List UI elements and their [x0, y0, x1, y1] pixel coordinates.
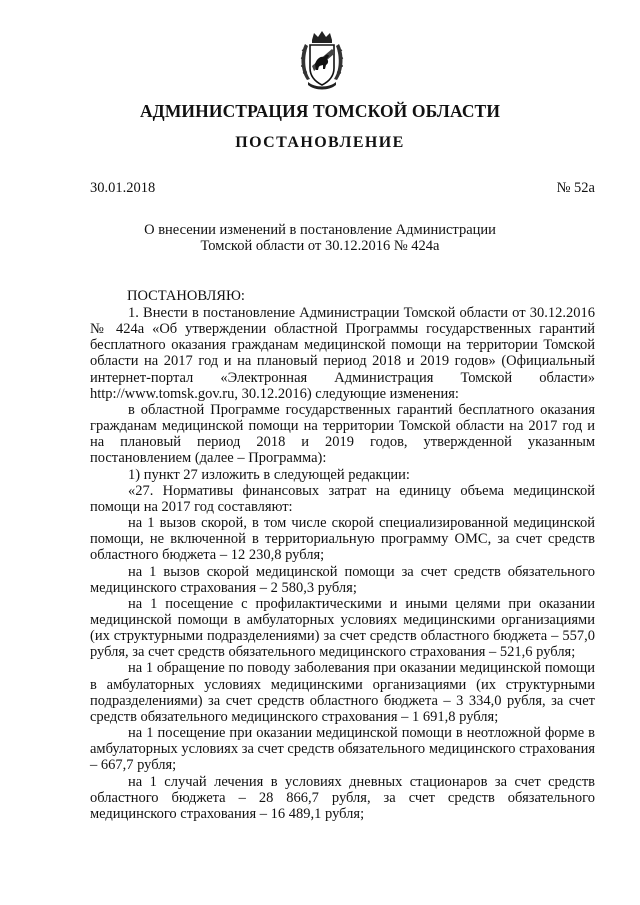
paragraph: «27. Нормативы финансовых затрат на единицу объема медицинской помощи на 2017 год составляют:: [90, 482, 595, 515]
paragraph: на 1 посещение с профилактическими и иными целями при оказании медицинской помощи в амбулаторных условиях медицинскими организациями (их структурными подразделениями) за счет средств областного бюджета – 557,0 рубля, за счет средств обязательного медицинского страхования – 521,6 рубля;: [90, 595, 595, 661]
tomsk-oblast-coat-of-arms-icon: [299, 30, 345, 92]
document-date: 30.01.2018: [90, 180, 156, 196]
paragraph: в областной Программе государственных гарантий бесплатного оказания гражданам медицинской помощи на территории Томской области на 2017 год и на плановый период 2018 и 2019 годов, утвержденной указанным постановлением (далее – Программа):: [90, 401, 595, 467]
resolve-heading: ПОСТАНОВЛЯЮ:: [127, 288, 245, 304]
organization-title: АДМИНИСТРАЦИЯ ТОМСКОЙ ОБЛАСТИ: [139, 101, 501, 121]
subject-line: Томской области от 30.12.2016 № 424а: [200, 238, 440, 254]
paragraph: 1) пункт 27 изложить в следующей редакции:: [128, 466, 410, 483]
document-number: № 52а: [556, 180, 595, 196]
paragraph: на 1 случай лечения в условиях дневных стационаров за счет средств областного бюджета – 28 866,7 рубля, за счет средств обязательного медицинского страхования – 16 489,1 рубля;: [90, 773, 595, 822]
paragraph: на 1 вызов скорой медицинской помощи за счет средств обязательного медицинского страхования – 2 580,3 рубля;: [90, 563, 595, 596]
paragraph: 1. Внести в постановление Администрации Томской области от 30.12.2016 № 424а «Об утверждении областной Программы государственных гарантий бесплатного оказания гражданам медицинской помощи на территории Томской области на 2017 год и на плановый период 2018 и 2019 годов» (Официальный интернет-портал «Электронная Администрация Томской области» http://www.tomsk.gov.ru, 30.12.2016) следующие изменения:: [90, 305, 595, 402]
document-subject: [0, 222, 640, 254]
subject-line: О внесении изменений в постановление Администрации: [144, 222, 496, 238]
paragraph: на 1 посещение при оказании медицинской помощи в неотложной форме в амбулаторных условиях за счет средств обязательного медицинского страхования – 667,7 рубля;: [90, 725, 595, 774]
document-type: ПОСТАНОВЛЕНИЕ: [235, 134, 405, 151]
paragraph: на 1 обращение по поводу заболевания при оказании медицинской помощи в амбулаторных условиях медицинскими организациями (их структурными подразделениями) за счет средств областного бюджета – 3 334,0 рубля, за счет средств обязательного медицинского страхования – 1 691,8 рубля;: [90, 660, 595, 725]
paragraph: на 1 вызов скорой, в том числе скорой специализированной медицинской помощи, не включенной в территориальную программу ОМС, за счет средств областного бюджета – 12 230,8 рубля;: [90, 515, 595, 564]
document-body: [90, 305, 595, 822]
